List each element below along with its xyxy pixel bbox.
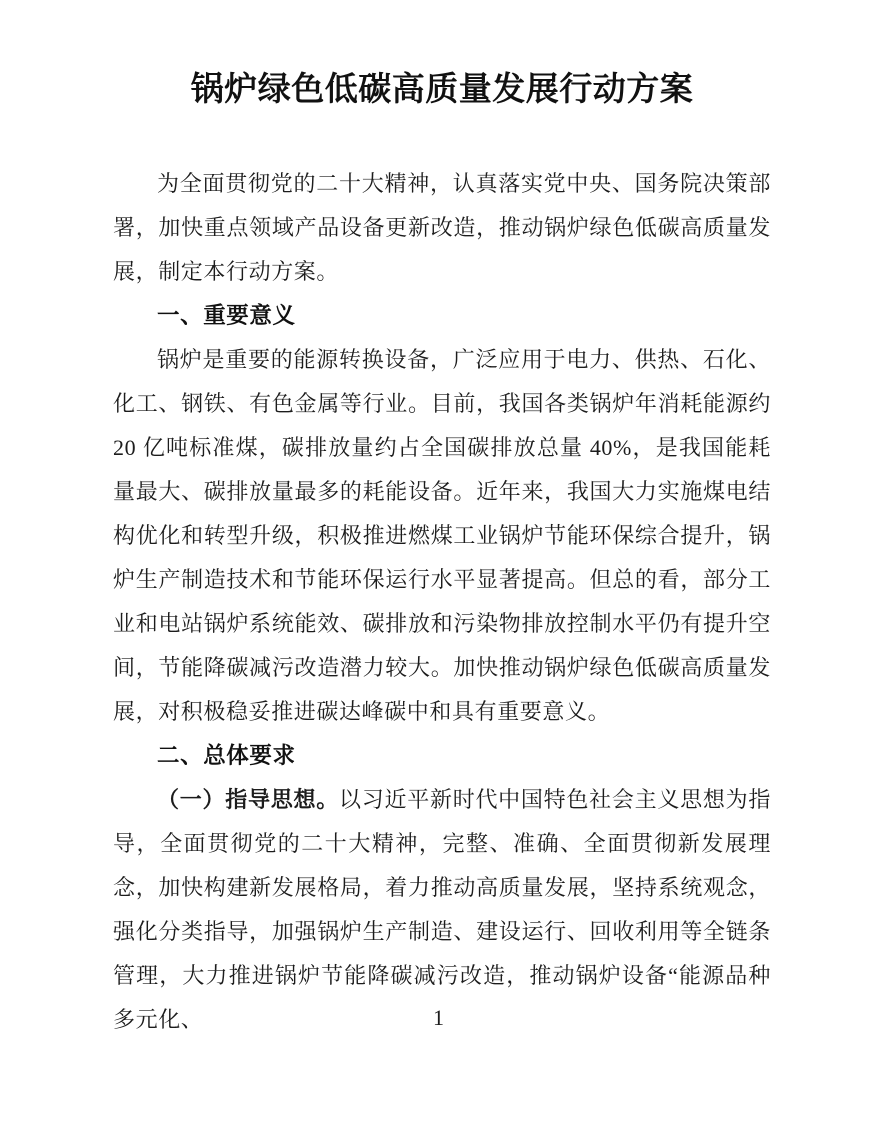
- intro-paragraph: 为全面贯彻党的二十大精神，认真落实党中央、国务院决策部署，加快重点领域产品设备更新改造，推动锅炉绿色低碳高质量发展，制定本行动方案。: [113, 171, 771, 284]
- section-1-paragraph: 锅炉是重要的能源转换设备，广泛应用于电力、供热、石化、化工、钢铁、有色金属等行业。目前，我国各类锅炉年消耗能源约 20 亿吨标准煤，碳排放量约占全国碳排放总量 40%，是我国能耗量最大、碳排放量最多的耗能设备。近年来，我国大力实施煤电结构优化和转型升级，积极推进燃煤工业锅炉节能环保综合提升，锅炉生产制造技术和节能环保运行水平显著提高。但总的看，部分工业和电站锅炉系统能效、碳排放和污染物排放控制水平仍有提升空间，节能降碳减污改造潜力较大。加快推动锅炉绿色低碳高质量发展，对积极稳妥推进碳达峰碳中和具有重要意义。: [113, 347, 771, 724]
- section-heading-1: 一、重要意义: [157, 303, 296, 328]
- document-body: [113, 0, 771, 1042]
- section-heading-2: 二、总体要求: [157, 743, 296, 768]
- page-number: 1: [433, 1005, 444, 1030]
- section-2-item-1-text: 以习近平新时代中国特色社会主义思想为指导，全面贯彻党的二十大精神，完整、准确、全面贯彻新发展理念，加快构建新发展格局，着力推动高质量发展，坚持系统观念，强化分类指导，加强锅炉生产制造、建设运行、回收利用等全链条管理，大力推进锅炉节能降碳减污改造，推动锅炉设备“能源品种多元化、: [113, 787, 771, 1032]
- document-title: 锅炉绿色低碳高质量发展行动方案: [190, 72, 694, 108]
- section-2-item-1-lead: （一）指导思想。: [157, 787, 339, 812]
